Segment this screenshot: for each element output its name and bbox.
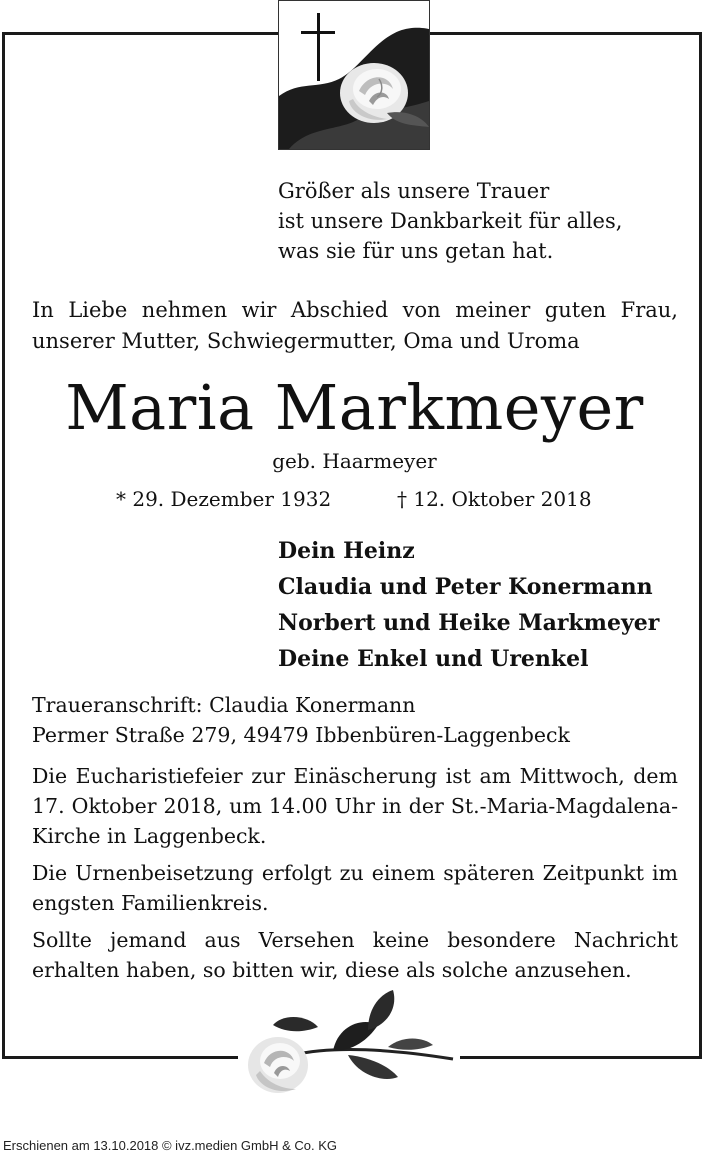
cross-with-rose-icon	[278, 0, 430, 150]
mourner: Deine Enkel und Urenkel	[278, 646, 589, 672]
closing-notice: Sollte jemand aus Versehen keine besondere Nachricht erhalten haben, so bitten wir, diese als solche anzusehen.	[32, 928, 678, 982]
birth-name: geb. Haarmeyer	[272, 449, 437, 473]
mourner: Claudia und Peter Konermann	[278, 574, 653, 600]
address-line: Traueranschrift: Claudia Konermann	[32, 693, 416, 717]
mourner: Norbert und Heike Markmeyer	[278, 610, 660, 636]
mourning-address	[32, 690, 678, 750]
address-line: Permer Straße 279, 49479 Ibbenbüren-Laggenbeck	[32, 723, 570, 747]
quote-line: was sie für uns getan hat.	[278, 239, 554, 263]
intro-text: In Liebe nehmen wir Abschied von meiner guten Frau, unserer Mutter, Schwiegermutter, Oma und Uroma	[32, 298, 678, 353]
death-date: † 12. Oktober 2018	[397, 487, 592, 511]
mass-notice: Die Eucharistiefeier zur Einäscherung ist am Mittwoch, dem 17. Oktober 2018, um 14.00 Uhr in der St.-Maria-Magdalena-Kirche in Laggenbeck.	[32, 764, 678, 848]
rose-icon	[238, 985, 460, 1105]
publication-footer: Erschienen am 13.10.2018 © ivz.medien GmbH & Co. KG	[3, 1138, 338, 1153]
mourner: Dein Heinz	[278, 538, 415, 564]
deceased-name: Maria Markmeyer	[65, 371, 644, 444]
quote	[278, 176, 678, 266]
birth-date: * 29. Dezember 1932	[116, 487, 332, 511]
mourners-list	[278, 533, 659, 677]
quote-line: Größer als unsere Trauer	[278, 179, 550, 203]
urn-notice: Die Urnenbeisetzung erfolgt zu einem späteren Zeitpunkt im engsten Familienkreis.	[32, 861, 678, 915]
quote-line: ist unsere Dankbarkeit für alles,	[278, 209, 623, 233]
